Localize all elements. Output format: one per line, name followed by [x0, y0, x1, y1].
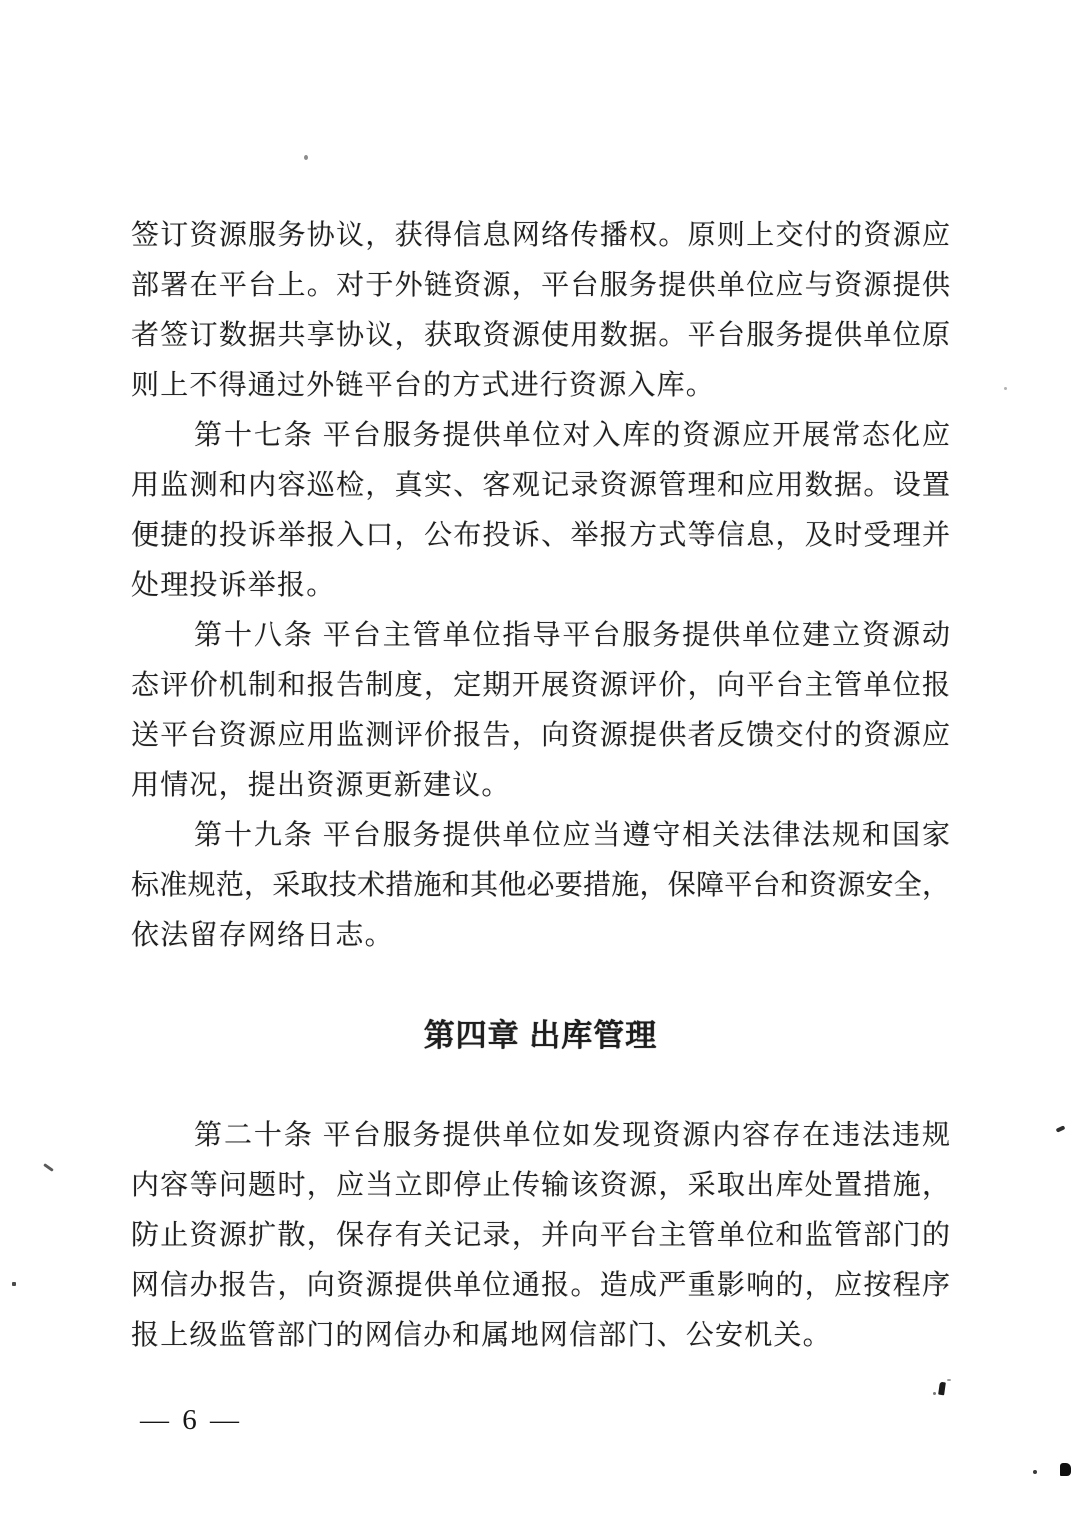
text-line: 内容等问题时，应当立即停止传输该资源，采取出库处置措施， — [131, 1170, 950, 1201]
text-line: 送平台资源应用监测评价报告，向资源提供者反馈交付的资源应 — [131, 720, 950, 751]
text-line: 标准规范，采取技术措施和其他必要措施，保障平台和资源安全， — [131, 870, 950, 901]
text-line: 者签订数据共享协议，获取资源使用数据。平台服务提供单位原 — [131, 320, 950, 351]
text-line: 用情况，提出资源更新建议。 — [131, 770, 511, 801]
article-17-line: 第十七条 平台服务提供单位对入库的资源应开展常态化应 — [194, 420, 950, 451]
text-line: 网信办报告，向资源提供单位通报。造成严重影响的，应按程序 — [131, 1270, 950, 1301]
text-line: 便捷的投诉举报入口，公布投诉、举报方式等信息，及时受理并 — [131, 520, 950, 551]
text-line: 态评价机制和报告制度，定期开展资源评价，向平台主管单位报 — [131, 670, 950, 701]
text-line: 部署在平台上。对于外链资源，平台服务提供单位应与资源提供 — [131, 270, 950, 301]
document-body — [131, 211, 950, 1361]
scan-speck — [1004, 387, 1007, 390]
scan-speck — [1033, 1470, 1037, 1474]
page-number: — 6 — — [140, 1404, 242, 1436]
scan-speck — [12, 1282, 16, 1286]
scan-speck — [304, 155, 308, 160]
article-20-line: 第二十条 平台服务提供单位如发现资源内容存在违法违规 — [194, 1120, 950, 1151]
scan-speck — [1060, 1463, 1071, 1476]
article-18-line: 第十八条 平台主管单位指导平台服务提供单位建立资源动 — [194, 620, 950, 651]
scan-speck — [1056, 1125, 1066, 1132]
chapter-heading: 第四章 出库管理 — [423, 1018, 658, 1053]
scan-speck — [43, 1163, 54, 1172]
text-line: 签订资源服务协议，获得信息网络传播权。原则上交付的资源应 — [131, 220, 950, 251]
scan-speck — [933, 1392, 936, 1395]
text-line: 用监测和内容巡检，真实、客观记录资源管理和应用数据。设置 — [131, 470, 950, 501]
text-line: 报上级监管部门的网信办和属地网信部门、公安机关。 — [131, 1320, 832, 1351]
text-line: 则上不得通过外链平台的方式进行资源入库。 — [131, 370, 716, 401]
text-line: 防止资源扩散，保存有关记录，并向平台主管单位和监管部门的 — [131, 1220, 950, 1251]
scan-speck — [947, 1379, 951, 1381]
text-line: 处理投诉举报。 — [131, 570, 336, 601]
text-line: 依法留存网络日志。 — [131, 920, 394, 951]
scan-speck — [938, 1382, 946, 1396]
blank-line — [131, 1061, 950, 1111]
article-19-line: 第十九条 平台服务提供单位应当遵守相关法律法规和国家 — [194, 820, 950, 851]
blank-line — [131, 961, 950, 1011]
